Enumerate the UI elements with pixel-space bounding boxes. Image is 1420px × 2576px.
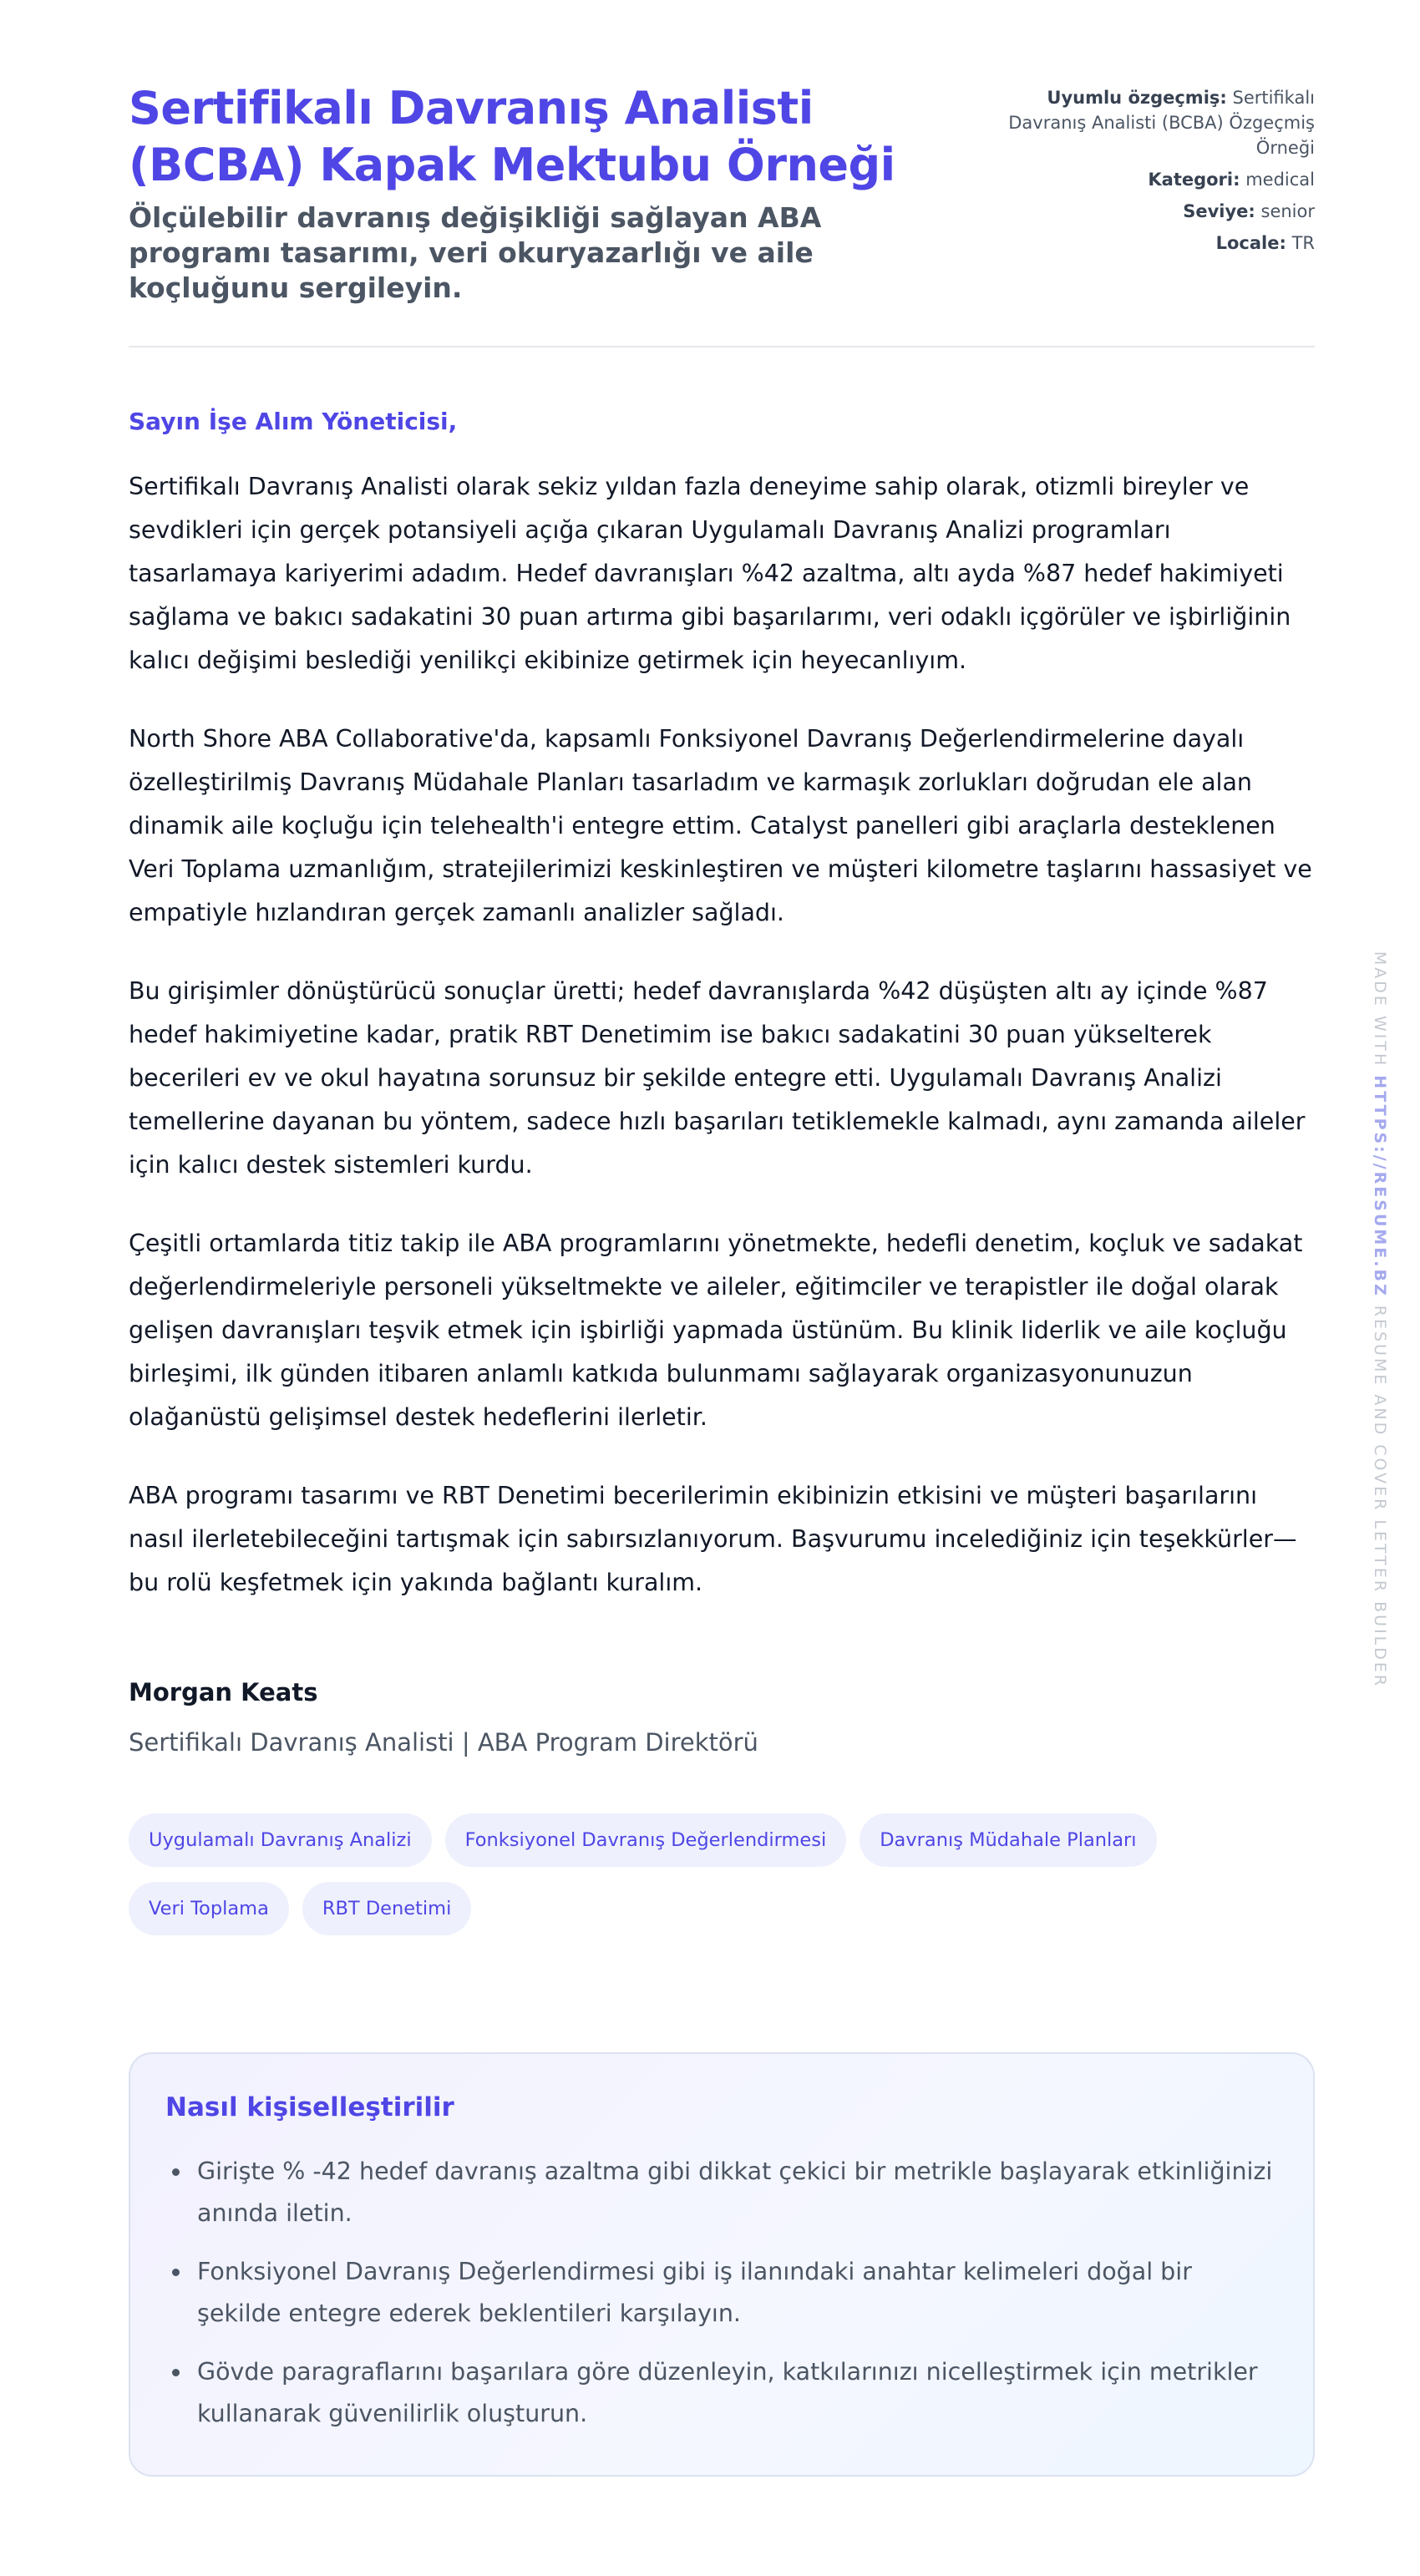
meta-locale-value: TR <box>1291 233 1315 253</box>
credit-link[interactable]: HTTPS://RESUME.BZ <box>1371 1075 1389 1298</box>
list-item <box>165 2151 1278 2234</box>
signature-role: Sertifikalı Davranış Analisti | ABA Program Direktörü <box>129 1728 758 1757</box>
list-item <box>165 2351 1278 2435</box>
credit-suffix: RESUME AND COVER LETTER BUILDER <box>1371 1305 1389 1689</box>
meta-category <box>964 167 1315 192</box>
letter-paragraph-1: Sertifikalı Davranış Analisti olarak sekiz yıldan fazla deneyime sahip olarak, otizmli bireyler ve sevdikleri için gerçek potansiyeli açığa çıkaran Uygulamalı Davranış Analizi programları tasarlamaya kariyerimi adadım. Hedef davranışları %42 azaltma, altı ayda %87 hedef hakimiyeti sağlama ve bakıcı sadakatini 30 puan artırma gibi başarılarımı, veri odaklı içgörüler ve işbirliğinin kalıcı değişimi beslediği yenilikçi ekibinize getirmek için heyecanlıyım. <box>129 473 1291 674</box>
skill-tag: RBT Denetimi <box>302 1882 471 1935</box>
page-title: Sertifikalı Davranış Analisti (BCBA) Kapak Mektubu Örneği <box>129 82 895 191</box>
tip-text: Girişte % -42 hedef davranış azaltma gibi dikkat çekici bir metrikle başlayarak etkinliğinizi anında iletin. <box>197 2158 1273 2227</box>
skill-tag: Fonksiyonel Davranış Değerlendirmesi <box>445 1813 847 1867</box>
meta-resume <box>964 85 1315 160</box>
meta-category-value: medical <box>1245 170 1315 190</box>
letter-paragraph-5: ABA programı tasarımı ve RBT Denetimi becerilerimin ekibinizin etkisini ve müşteri başarılarını nasıl ilerletebileceğini tartışmak için sabırsızlanıyorum. Başvurumu incelediğiniz için teşekkürler—bu rolü keşfetmek için yakında bağlantı kuralım. <box>129 1482 1297 1596</box>
header-titles <box>129 80 947 306</box>
page-subtitle: Ölçülebilir davranış değişikliği sağlayan ABA programı tasarımı, veri okuryazarlığı ve aile koçluğunu sergileyin. <box>129 201 822 304</box>
bullet-icon <box>172 2269 180 2276</box>
signature-name: Morgan Keats <box>129 1678 318 1706</box>
meta-locale-label: Locale: <box>1215 233 1286 253</box>
meta-panel <box>964 80 1315 262</box>
cover-letter-page <box>129 80 1315 2477</box>
letter-greeting: Sayın İşe Alım Yöneticisi, <box>129 408 458 435</box>
meta-level <box>964 199 1315 224</box>
page-header <box>129 80 1315 347</box>
letter-paragraph-4: Çeşitli ortamlarda titiz takip ile ABA programlarını yönetmekte, hedefli denetim, koçluk ve sadakat değerlendirmeleriyle personeli yükseltmekte ve aileler, eğitimciler ve terapistler ile doğal olarak gelişen davranışları teşvik etmek için işbirliği yapmada üstünüm. Bu klinik liderlik ve aile koçluğu birleşimi, ilk günden itibaren anlamlı katkıda bulunmamı sağlayarak organizasyonunuzun olağanüstü gelişimsel destek hedeflerini ilerletir. <box>129 1230 1303 1431</box>
tips-list <box>165 2151 1278 2435</box>
tip-text: Gövde paragraflarını başarılara göre düzenleyin, katkılarınızı nicelleştirmek için metrikler kullanarak güvenilirlik oluşturun. <box>197 2358 1258 2427</box>
tips-title: Nasıl kişiselleştirilir <box>165 2092 454 2122</box>
skill-tags <box>129 1813 1215 1935</box>
skill-tag: Davranış Müdahale Planları <box>860 1813 1156 1867</box>
meta-level-label: Seviye: <box>1183 201 1255 221</box>
signature-block <box>129 1678 1315 1757</box>
credit-prefix: MADE WITH <box>1371 951 1389 1068</box>
meta-category-label: Kategori: <box>1148 170 1240 190</box>
bullet-icon <box>172 2369 180 2376</box>
list-item <box>165 2251 1278 2335</box>
letter-paragraph-3: Bu girişimler dönüştürücü sonuçlar üretti; hedef davranışlarda %42 düşüşten altı ay içinde %87 hedef hakimiyetine kadar, pratik RBT Denetimim ise bakıcı sadakatini 30 puan yükselterek becerileri ev ve okul hayatına sorunsuz bir şekilde entegre etti. Uygulamalı Davranış Analizi temellerine dayanan bu yöntem, sadece hızlı başarıları tetiklemekle kalmadı, aynı zamanda aileler için kalıcı destek sistemleri kurdu. <box>129 977 1306 1179</box>
meta-locale <box>964 231 1315 256</box>
bullet-icon <box>172 2168 180 2176</box>
letter-paragraph-2: North Shore ABA Collaborative'da, kapsamlı Fonksiyonel Davranış Değerlendirmelerine dayalı özelleştirilmiş Davranış Müdahale Planları tasarladım ve karmaşık zorlukları doğrudan ele alan dinamik aile koçluğu için telehealth'i entegre ettim. Catalyst panelleri gibi araçlarla desteklenen Veri Toplama uzmanlığım, stratejilerimizi keskinleştiren ve müşteri kilometre taşlarını hassasiyet ve empatiyle hızlandıran gerçek zamanlı analizler sağladı. <box>129 725 1312 926</box>
meta-resume-label: Uyumlu özgeçmiş: <box>1047 88 1227 108</box>
tip-text: Fonksiyonel Davranış Değerlendirmesi gibi iş ilanındaki anahtar kelimeleri doğal bir şekilde entegre ederek beklentileri karşılayın. <box>197 2258 1192 2327</box>
customization-tips-card <box>129 2052 1315 2477</box>
meta-level-value: senior <box>1260 201 1315 221</box>
skill-tag: Veri Toplama <box>129 1882 289 1935</box>
side-credit <box>1371 951 1389 1688</box>
skill-tag: Uygulamalı Davranış Analizi <box>129 1813 432 1867</box>
meta-resume-value[interactable]: Sertifikalı Davranış Analisti (BCBA) Özgeçmiş Örneği <box>1008 88 1315 158</box>
